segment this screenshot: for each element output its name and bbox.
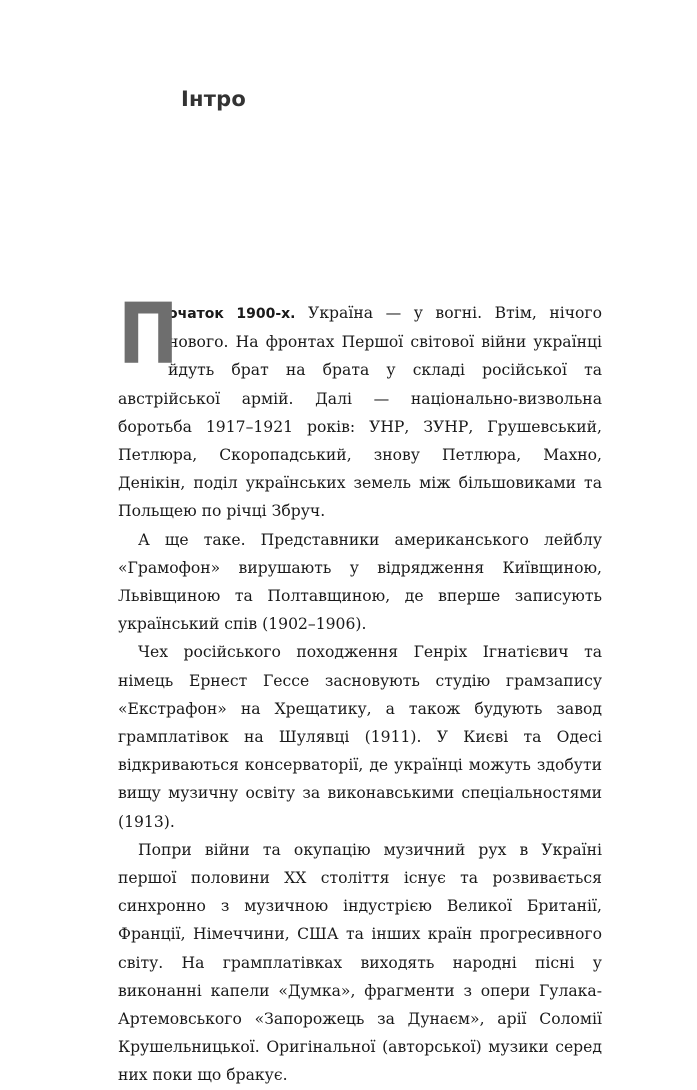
- drop-cap: П: [118, 285, 179, 383]
- chapter-body: [118, 285, 602, 1090]
- paragraph-1: [118, 285, 602, 526]
- paragraph-text: Чех російського походження Генріх Ігнатієвич та німець Ернест Гессе засновують студію грамзапису «Екстрафон» на Хрещатику, а також будують завод грамплатівок на Шулявці (1911). У Києві та Одесі відкриваються консерваторії, де українці можуть здобути вищу музичну освіту за виконавськими спеціальностями (1913).: [118, 643, 602, 831]
- paragraph-2: [118, 526, 602, 639]
- chapter-title: Інтро: [181, 87, 246, 111]
- paragraph-text: Україна — у вогні. Втім, нічого нового. На фронтах Першої світової війни українці йдуть брат на брата у складі російської та австрійської армій. Далі — національно-визвольна боротьба 1917–1921 років: УНР, ЗУНР, Грушевський, Петлюра, Скоропадський, знову Петлюра, Махно, Денікін, поділ українських земель між більшовиками та Польщею по річці Збруч.: [118, 304, 602, 521]
- paragraph-3: [118, 638, 602, 835]
- paragraph-text: А ще таке. Представники американського лейблу «Грамофон» вирушають у відрядження Київщиною, Львівщиною та Полтавщиною, де вперше записують український спів (1902–1906).: [118, 530, 602, 634]
- lead-in: очаток 1900-х.: [168, 306, 296, 322]
- paragraph-4: [118, 836, 602, 1090]
- paragraph-text: Попри війни та окупацію музичний рух в Україні першої половини XX століття існує та розвивається синхронно з музичною індустрією Великої Британії, Франції, Німеччини, США та інших країн прогресивного світу. На грамплатівках виходять народні пісні у виконанні капели «Думка», фрагменти з опери Гулака-Артемовського «Запорожець за Дунаєм», арії Соломії Крушельницької. Оригінальної (авторської) музики серед них поки що бракує.: [118, 840, 602, 1085]
